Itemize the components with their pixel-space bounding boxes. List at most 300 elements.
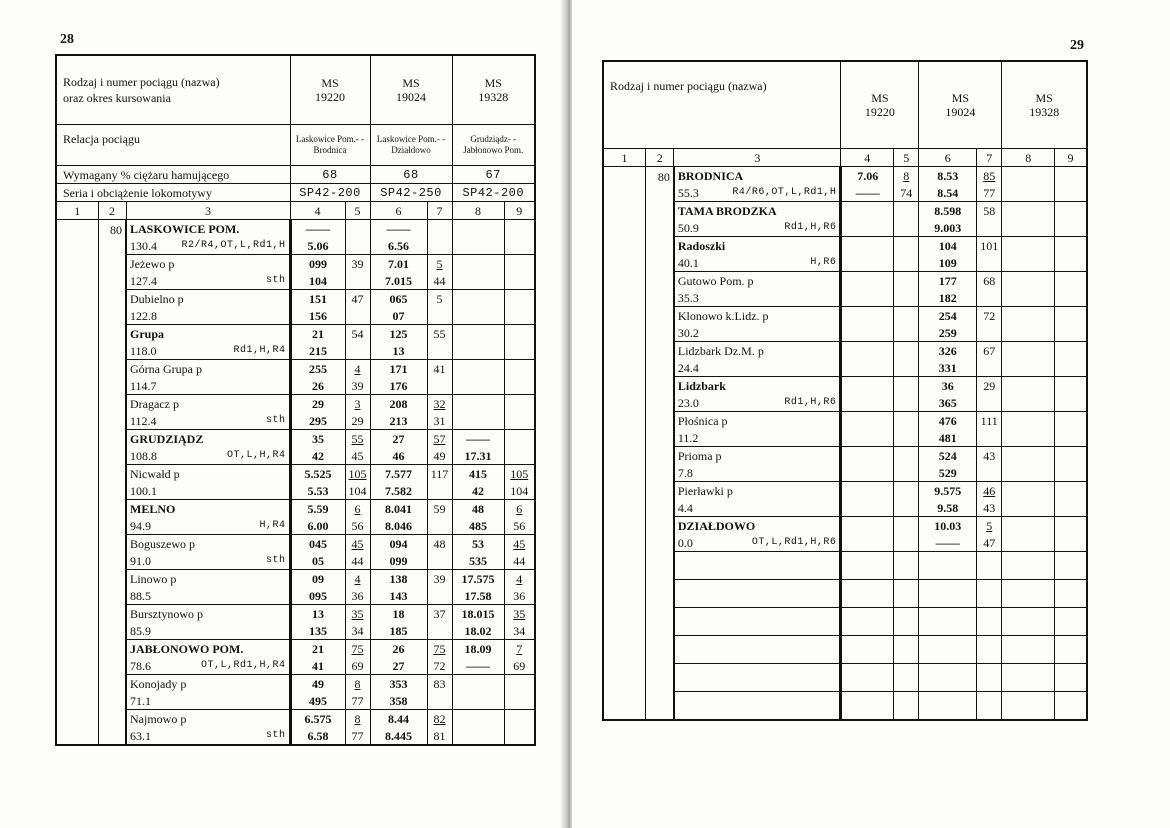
time-c9 [504, 727, 535, 745]
time-c6: 109 [919, 254, 977, 272]
time-c8 [452, 290, 504, 308]
time-c8 [1002, 394, 1055, 412]
time-c9: 4 [504, 570, 535, 588]
station-km [126, 342, 290, 360]
time-c4 [841, 272, 894, 290]
time-c9 [504, 272, 535, 290]
time-c9: 7 [504, 640, 535, 658]
time-c8 [1002, 219, 1055, 237]
time-c9 [1055, 167, 1087, 185]
empty-cell [841, 664, 894, 692]
time-c8: 18.09 [452, 640, 504, 658]
time-c4 [841, 482, 894, 500]
station-name: Prioma p [674, 447, 841, 465]
station-name: Linowo p [126, 570, 290, 588]
empty-cell [1055, 552, 1087, 580]
station-name: Radoszki [674, 237, 841, 255]
time-c6: 213 [370, 412, 427, 430]
km-value: 4.4 [677, 500, 693, 515]
time-c6: 7.015 [370, 272, 427, 290]
time-c8: 42 [452, 482, 504, 500]
time-c7: 47 [977, 534, 1002, 552]
time-c5 [894, 289, 919, 307]
time-c8 [452, 412, 504, 430]
time-c4 [841, 377, 894, 395]
time-c4: 21 [290, 640, 345, 658]
km-value: 114.7 [130, 378, 157, 393]
time-c8 [1002, 412, 1055, 430]
timetable-right [602, 60, 1088, 721]
time-c5: 45 [345, 447, 370, 465]
km-value: 0.0 [677, 535, 693, 550]
time-c4: 5.06 [290, 237, 345, 255]
empty-cell [977, 692, 1002, 721]
time-c5 [894, 429, 919, 447]
station-km [674, 289, 841, 307]
time-c7 [977, 324, 1002, 342]
time-c9 [1055, 412, 1087, 430]
station-km [674, 534, 841, 552]
column-number: 6 [919, 149, 977, 167]
column-number: 9 [504, 202, 535, 220]
time-c7: 5 [427, 290, 452, 308]
station-km [126, 272, 290, 290]
time-c4: 255 [290, 360, 345, 378]
time-c9 [504, 377, 535, 395]
time-c5: 74 [894, 184, 919, 202]
time-c7: 43 [977, 499, 1002, 517]
time-c5 [894, 482, 919, 500]
empty-cell [919, 552, 977, 580]
time-c8 [1002, 499, 1055, 517]
time-c4: 156 [290, 307, 345, 325]
time-c4: 295 [290, 412, 345, 430]
time-c7: 5 [427, 255, 452, 273]
time-c8 [452, 395, 504, 413]
time-c7: 49 [427, 447, 452, 465]
time-c9: 45 [504, 535, 535, 553]
time-c4: 41 [290, 657, 345, 675]
time-c6: 143 [370, 587, 427, 605]
station-name: BRODNICA [674, 167, 841, 185]
time-c9 [1055, 254, 1087, 272]
time-c7: 41 [427, 360, 452, 378]
time-c8 [452, 307, 504, 325]
time-c8 [1002, 429, 1055, 447]
time-c9: 69 [504, 657, 535, 675]
time-c7: 48 [427, 535, 452, 553]
time-c8 [1002, 307, 1055, 325]
time-c9 [504, 430, 535, 448]
time-c5: 4 [345, 570, 370, 588]
station-codes: H,R4 [259, 519, 286, 531]
empty-cell [894, 608, 919, 636]
time-c8 [1002, 324, 1055, 342]
time-c7: 37 [427, 605, 452, 623]
time-c5 [894, 464, 919, 482]
km-value: 91.0 [130, 553, 151, 568]
left-page [0, 0, 566, 828]
time-c7: 58 [977, 202, 1002, 220]
time-c6: 185 [370, 622, 427, 640]
time-c6: 358 [370, 692, 427, 710]
station-name: Konojady p [126, 675, 290, 693]
time-c9 [504, 342, 535, 360]
header-kind-label: Rodzaj i numer pociągu (nazwa) [603, 61, 841, 149]
station-km [126, 377, 290, 395]
time-c8 [1002, 534, 1055, 552]
time-c9: 104 [504, 482, 535, 500]
time-c4 [841, 342, 894, 360]
page-number: 28 [60, 32, 74, 47]
time-c5: 75 [345, 640, 370, 658]
station-name: Płośnica p [674, 412, 841, 430]
empty-cell [1055, 664, 1087, 692]
time-c8 [1002, 184, 1055, 202]
relation-label: Relacja pociągu [56, 125, 290, 166]
station-codes: sth [265, 554, 286, 566]
time-c8 [1002, 237, 1055, 255]
station-name: Górna Grupa p [126, 360, 290, 378]
time-c9 [1055, 272, 1087, 290]
time-c9: 36 [504, 587, 535, 605]
time-c9: 35 [504, 605, 535, 623]
time-c7: 82 [427, 710, 452, 728]
time-c5 [894, 254, 919, 272]
time-c8 [1002, 447, 1055, 465]
time-c7 [427, 237, 452, 255]
time-c5 [894, 359, 919, 377]
time-c8: 18.02 [452, 622, 504, 640]
time-c8: 485 [452, 517, 504, 535]
empty-cell [1002, 636, 1055, 664]
column-number: 3 [126, 202, 290, 220]
empty-cell [1002, 692, 1055, 721]
time-c9 [1055, 219, 1087, 237]
train-number [290, 55, 370, 125]
time-c4 [841, 447, 894, 465]
station-km [126, 727, 290, 745]
time-c8: —— [452, 657, 504, 675]
time-c5: 39 [345, 377, 370, 395]
brake-label: Wymagany % ciężaru hamującego [56, 166, 290, 184]
time-c9 [504, 290, 535, 308]
time-c6: 07 [370, 307, 427, 325]
time-c9: 34 [504, 622, 535, 640]
column-number: 9 [1055, 149, 1087, 167]
train-brake: 67 [452, 166, 535, 184]
station-km [674, 219, 841, 237]
loco-label: Seria i obciążenie lokomotywy [56, 184, 290, 202]
station-name: DZIAŁDOWO [674, 517, 841, 535]
time-c9 [1055, 237, 1087, 255]
km-value: 24.4 [677, 360, 699, 375]
empty-cell [841, 608, 894, 636]
blank-column [56, 220, 98, 746]
km-value: 23.0 [677, 395, 699, 410]
time-c6: 7.582 [370, 482, 427, 500]
time-c7: 72 [427, 657, 452, 675]
time-c6: 176 [370, 377, 427, 395]
time-c5: 105 [345, 465, 370, 483]
time-c4 [841, 412, 894, 430]
time-c6: —— [919, 534, 977, 552]
time-c4: 5.53 [290, 482, 345, 500]
time-c7 [427, 377, 452, 395]
time-c8 [1002, 342, 1055, 360]
column-number: 1 [56, 202, 98, 220]
time-c5 [894, 517, 919, 535]
time-c4 [841, 289, 894, 307]
empty-cell [841, 692, 894, 721]
empty-station [674, 636, 841, 664]
time-c8: 17.31 [452, 447, 504, 465]
time-c8 [1002, 464, 1055, 482]
kind-label: Rodzaj i numer pociągu (nazwa) [63, 75, 220, 89]
time-c5: 29 [345, 412, 370, 430]
time-c4 [841, 237, 894, 255]
column-number: 4 [290, 202, 345, 220]
km-value: 55.3 [677, 185, 699, 200]
time-c4 [841, 394, 894, 412]
time-c4: 21 [290, 325, 345, 343]
train-loco: SP42-250 [370, 184, 452, 202]
time-c4: —— [841, 184, 894, 202]
time-c5 [894, 272, 919, 290]
train-loco: SP42-200 [290, 184, 370, 202]
time-c8 [452, 237, 504, 255]
time-c9 [1055, 342, 1087, 360]
time-c9 [504, 675, 535, 693]
empty-cell [977, 608, 1002, 636]
time-c9 [1055, 464, 1087, 482]
time-c6: 476 [919, 412, 977, 430]
time-c5: 8 [345, 675, 370, 693]
station-km [126, 517, 290, 535]
time-c6: 481 [919, 429, 977, 447]
time-c7: 31 [427, 412, 452, 430]
empty-cell [894, 692, 919, 721]
time-c4: 215 [290, 342, 345, 360]
station-name: Lidzbark Dz.M. p [674, 342, 841, 360]
train-id: 19328 [478, 90, 509, 104]
time-c6: 7.577 [370, 465, 427, 483]
station-km [126, 307, 290, 325]
train-id: 19024 [396, 90, 426, 104]
column-number: 7 [977, 149, 1002, 167]
time-c6: 353 [370, 675, 427, 693]
train-brake: 68 [370, 166, 452, 184]
time-c9: 105 [504, 465, 535, 483]
time-c9 [504, 307, 535, 325]
time-c9 [1055, 184, 1087, 202]
column-number: 2 [646, 149, 674, 167]
time-c6: 171 [370, 360, 427, 378]
time-c7: 75 [427, 640, 452, 658]
station-codes: sth [265, 414, 286, 426]
time-c6: 6.56 [370, 237, 427, 255]
station-name: Dubielno p [126, 290, 290, 308]
time-c5 [894, 377, 919, 395]
time-c7: 29 [977, 377, 1002, 395]
km-value: 130.4 [130, 238, 157, 253]
station-codes: OT,L,Rd1,H,R6 [751, 536, 837, 548]
station-name: Pierławki p [674, 482, 841, 500]
time-c7 [427, 220, 452, 238]
time-c9: 56 [504, 517, 535, 535]
empty-station [674, 692, 841, 721]
train-relation: Laskowice Pom.- - Działdowo [370, 125, 452, 166]
timetable-left [55, 54, 536, 746]
station-km [126, 237, 290, 255]
station-name: Boguszewo p [126, 535, 290, 553]
time-c4: 099 [290, 255, 345, 273]
time-c8 [452, 220, 504, 238]
time-c5: 45 [345, 535, 370, 553]
time-c6: —— [370, 220, 427, 238]
station-codes: Rd1,H,R6 [784, 396, 837, 408]
time-c4: 135 [290, 622, 345, 640]
empty-station [674, 664, 841, 692]
time-c5 [894, 219, 919, 237]
empty-cell [1055, 608, 1087, 636]
train-number [452, 55, 535, 125]
time-c9 [1055, 377, 1087, 395]
time-c5 [894, 342, 919, 360]
time-c4: 6.575 [290, 710, 345, 728]
time-c9 [1055, 307, 1087, 325]
time-c7: 44 [427, 272, 452, 290]
time-c8 [452, 377, 504, 395]
time-c4: 495 [290, 692, 345, 710]
time-c9 [1055, 429, 1087, 447]
empty-cell [841, 552, 894, 580]
time-c4: 35 [290, 430, 345, 448]
empty-cell [919, 692, 977, 721]
time-c7 [977, 289, 1002, 307]
station-name: JABŁONOWO POM. [126, 640, 290, 658]
time-c8: 17.58 [452, 587, 504, 605]
station-codes: Rd1,H,R4 [233, 344, 286, 356]
time-c4: 095 [290, 587, 345, 605]
time-c5: 4 [345, 360, 370, 378]
time-c9 [504, 412, 535, 430]
time-c9 [1055, 394, 1087, 412]
time-c8: 415 [452, 465, 504, 483]
time-c4 [841, 517, 894, 535]
time-c6: 18 [370, 605, 427, 623]
time-c7: 85 [977, 167, 1002, 185]
time-c7 [427, 587, 452, 605]
station-name: GRUDZIĄDZ [126, 430, 290, 448]
empty-cell [919, 664, 977, 692]
empty-station [674, 552, 841, 580]
time-c5 [894, 499, 919, 517]
time-c6: 208 [370, 395, 427, 413]
time-c7 [427, 552, 452, 570]
time-c7 [977, 254, 1002, 272]
empty-cell [894, 636, 919, 664]
station-name: Bursztynowo p [126, 605, 290, 623]
speed-limit: 80 [98, 220, 126, 746]
time-c4 [841, 324, 894, 342]
station-km [674, 359, 841, 377]
time-c6: 065 [370, 290, 427, 308]
time-c7 [427, 307, 452, 325]
station-name: TAMA BRODZKA [674, 202, 841, 220]
station-km [126, 447, 290, 465]
time-c6: 27 [370, 657, 427, 675]
time-c6: 26 [370, 640, 427, 658]
train-brake: 68 [290, 166, 370, 184]
train-type: MS [402, 76, 420, 90]
column-number: 5 [345, 202, 370, 220]
column-number: 4 [841, 149, 894, 167]
station-name: Jeżewo p [126, 255, 290, 273]
time-c5: 104 [345, 482, 370, 500]
time-c8 [1002, 202, 1055, 220]
time-c9 [504, 255, 535, 273]
km-value: 118.0 [130, 343, 157, 358]
column-number: 7 [427, 202, 452, 220]
time-c8 [1002, 272, 1055, 290]
time-c5: 8 [345, 710, 370, 728]
time-c9: 44 [504, 552, 535, 570]
time-c7: 83 [427, 675, 452, 693]
time-c4: 6.00 [290, 517, 345, 535]
time-c8 [452, 255, 504, 273]
time-c4 [841, 499, 894, 517]
time-c7: 5 [977, 517, 1002, 535]
time-c7 [977, 219, 1002, 237]
station-km [126, 657, 290, 675]
time-c7: 43 [977, 447, 1002, 465]
station-km [126, 587, 290, 605]
empty-cell [894, 552, 919, 580]
time-c6: 46 [370, 447, 427, 465]
time-c7: 81 [427, 727, 452, 745]
time-c8 [1002, 517, 1055, 535]
column-number: 3 [674, 149, 841, 167]
time-c7 [427, 692, 452, 710]
time-c7 [427, 482, 452, 500]
empty-cell [1002, 608, 1055, 636]
time-c6: 8.53 [919, 167, 977, 185]
time-c8 [452, 727, 504, 745]
time-c8 [452, 360, 504, 378]
km-value: 78.6 [130, 658, 151, 673]
empty-cell [1055, 636, 1087, 664]
time-c5: 35 [345, 605, 370, 623]
time-c5 [345, 237, 370, 255]
time-c4 [841, 464, 894, 482]
time-c6: 8.54 [919, 184, 977, 202]
train-id: 19024 [945, 105, 976, 119]
speed-limit: 80 [646, 167, 674, 721]
time-c9 [504, 360, 535, 378]
km-value: 30.2 [677, 325, 699, 340]
train-loco: SP42-200 [452, 184, 535, 202]
time-c6: 331 [919, 359, 977, 377]
station-name: Lidzbark [674, 377, 841, 395]
time-c6: 094 [370, 535, 427, 553]
time-c4: 49 [290, 675, 345, 693]
time-c7: 46 [977, 482, 1002, 500]
empty-cell [977, 636, 1002, 664]
time-c6: 365 [919, 394, 977, 412]
time-c7: 77 [977, 184, 1002, 202]
station-codes: R4/R6,OT,L,Rd1,H [732, 186, 837, 198]
